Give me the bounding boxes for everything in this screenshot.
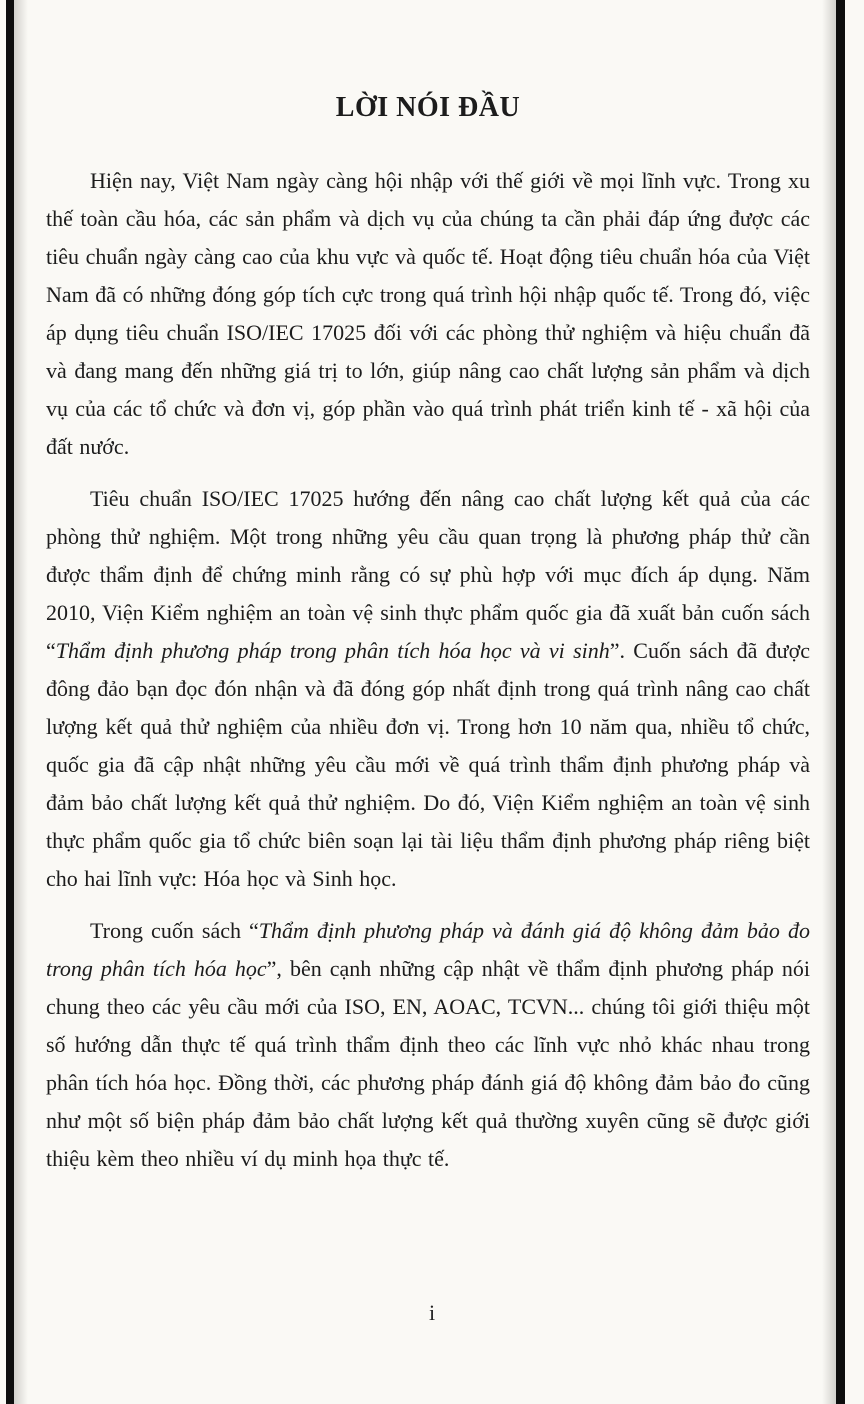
book-title-italic: Thẩm định phương pháp trong phân tích hóa học và vi sinh <box>55 638 610 663</box>
scan-shadow-right <box>822 0 836 1404</box>
paragraph <box>46 162 810 466</box>
scan-edge-left <box>6 0 14 1404</box>
page-title: LỜI NÓI ĐẦU <box>335 92 521 123</box>
book-title-italic: Thẩm định phương pháp và đánh giá độ không đảm bảo đo trong phân tích hóa học <box>46 918 810 981</box>
paragraph-text: Trong cuốn sách “ <box>90 918 259 943</box>
paragraph <box>46 480 810 898</box>
scan-shadow-left <box>14 0 28 1404</box>
paragraph <box>46 912 810 1178</box>
paragraph-text: ”. Cuốn sách đã được đông đảo bạn đọc đón nhận và đã đóng góp nhất định trong quá trình nâng cao chất lượng kết quả thử nghiệm của nhiều đơn vị. Trong hơn 10 năm qua, nhiều tổ chức, quốc gia đã cập nhật những yêu cầu mới về quá trình thẩm định phương pháp và đảm bảo chất lượng kết quả thử nghiệm. Do đó, Viện Kiểm nghiệm an toàn vệ sinh thực phẩm quốc gia tổ chức biên soạn lại tài liệu thẩm định phương pháp riêng biệt cho hai lĩnh vực: Hóa học và Sinh học. <box>46 638 811 891</box>
paragraph-text: Tiêu chuẩn ISO/IEC 17025 hướng đến nâng cao chất lượng kết quả của các phòng thử nghiệm. Một trong những yêu cầu quan trọng là phương pháp thử cần được thẩm định để chứng minh rằng có sự phù hợp với mục đích áp dụng. Năm 2010, Viện Kiểm nghiệm an toàn vệ sinh thực phẩm quốc gia đã xuất bản cuốn sách “ <box>46 486 810 663</box>
scan-edge-right <box>836 0 845 1404</box>
body-paragraphs <box>46 162 810 1178</box>
page-number: i <box>428 1300 436 1325</box>
paragraph-text: Hiện nay, Việt Nam ngày càng hội nhập với thế giới về mọi lĩnh vực. Trong xu thế toàn cầu hóa, các sản phẩm và dịch vụ của chúng ta cần phải đáp ứng được các tiêu chuẩn ngày càng cao của khu vực và quốc tế. Hoạt động tiêu chuẩn hóa của Việt Nam đã có những đóng góp tích cực trong quá trình hội nhập quốc tế. Trong đó, việc áp dụng tiêu chuẩn ISO/IEC 17025 đối với các phòng thử nghiệm và hiệu chuẩn đã và đang mang đến những giá trị to lớn, giúp nâng cao chất lượng sản phẩm và dịch vụ của các tổ chức và đơn vị, góp phần vào quá trình phát triển kinh tế - xã hội của đất nước. <box>46 168 810 459</box>
page-content <box>46 92 810 1192</box>
paragraph-text: ”, bên cạnh những cập nhật về thẩm định phương pháp nói chung theo các yêu cầu mới của ISO, EN, AOAC, TCVN... chúng tôi giới thiệu một số hướng dẫn thực tế quá trình thẩm định theo các lĩnh vực nhỏ khác nhau trong phân tích hóa học. Đồng thời, các phương pháp đánh giá độ không đảm bảo đo cũng như một số biện pháp đảm bảo chất lượng kết quả thường xuyên cũng sẽ được giới thiệu kèm theo nhiều ví dụ minh họa thực tế. <box>46 956 810 1171</box>
